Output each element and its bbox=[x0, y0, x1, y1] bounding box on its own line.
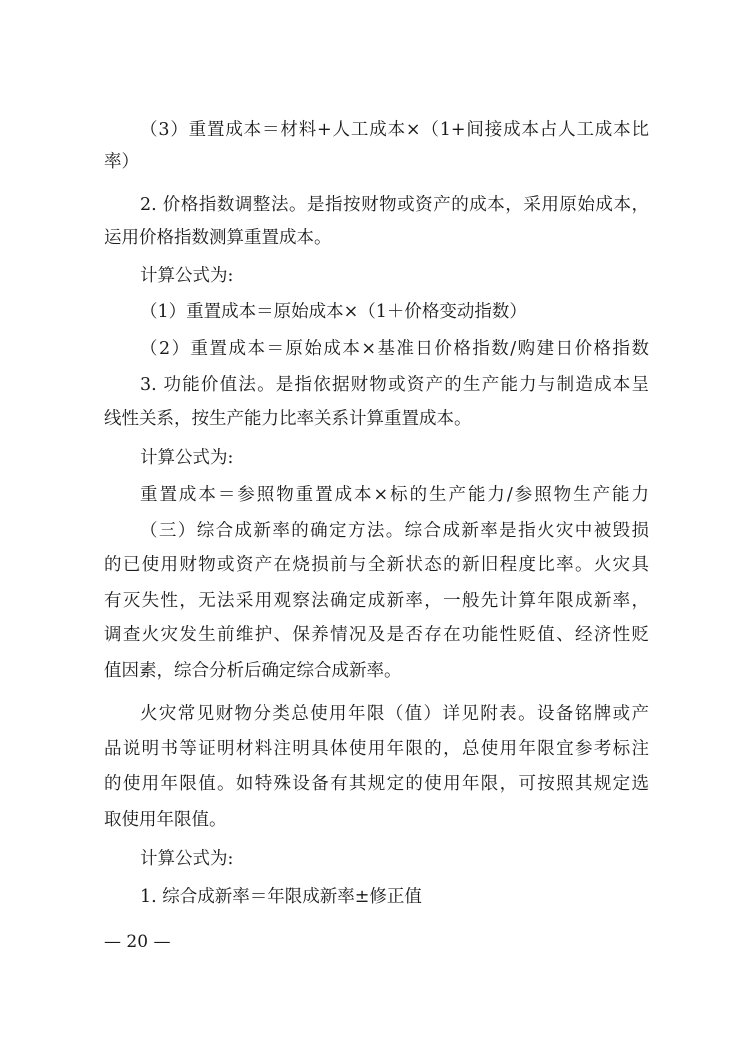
page-number: — 20 — bbox=[104, 932, 171, 952]
body-text-line: 取使用年限值。 bbox=[104, 810, 227, 830]
body-text-line: 率） bbox=[104, 152, 139, 172]
body-text-line: （1）重置成本＝原始成本×（1＋价格变动指数） bbox=[140, 302, 527, 322]
body-text-line: 计算公式为: bbox=[140, 266, 234, 286]
body-text-line: （3）重置成本＝材料+人工成本×（1+间接成本占人工成本比 bbox=[140, 120, 649, 140]
body-text-line: 品说明书等证明材料注明具体使用年限的，总使用年限宜参考标注 bbox=[104, 739, 649, 759]
body-text-line: 计算公式为: bbox=[140, 448, 234, 468]
body-text-line: 1. 综合成新率＝年限成新率±修正值 bbox=[140, 887, 422, 907]
body-text-line: 计算公式为: bbox=[140, 849, 234, 869]
body-text-line: 运用价格指数测算重置成本。 bbox=[104, 228, 332, 248]
body-text-line: 重置成本＝参照物重置成本×标的生产能力/参照物生产能力 bbox=[140, 485, 649, 505]
body-text-line: 火灾常见财物分类总使用年限（值）详见附表。设备铭牌或产 bbox=[140, 704, 649, 724]
body-text-line: 调查火灾发生前维护、保养情况及是否存在功能性贬值、经济性贬 bbox=[104, 625, 649, 645]
body-text-line: 值因素，综合分析后确定综合成新率。 bbox=[104, 661, 402, 681]
body-text-line: 的已使用财物或资产在烧损前与全新状态的新旧程度比率。火灾具 bbox=[104, 555, 649, 575]
body-text-line: 3. 功能价值法。是指依据财物或资产的生产能力与制造成本呈 bbox=[140, 375, 649, 395]
body-text-line: 2. 价格指数调整法。是指按财物或资产的成本，采用原始成本， bbox=[140, 195, 649, 215]
body-text-line: 有灭失性，无法采用观察法确定成新率，一般先计算年限成新率， bbox=[104, 591, 649, 611]
body-text-line: 线性关系，按生产能力比率关系计算重置成本。 bbox=[104, 409, 472, 429]
body-text-line: 的使用年限值。如特殊设备有其规定的使用年限，可按照其规定选 bbox=[104, 774, 649, 794]
section-heading-line: （三）综合成新率的确定方法。综合成新率是指火灾中被毁损 bbox=[140, 521, 649, 541]
body-text-line: （2）重置成本＝原始成本×基准日价格指数/购建日价格指数 bbox=[140, 339, 649, 359]
